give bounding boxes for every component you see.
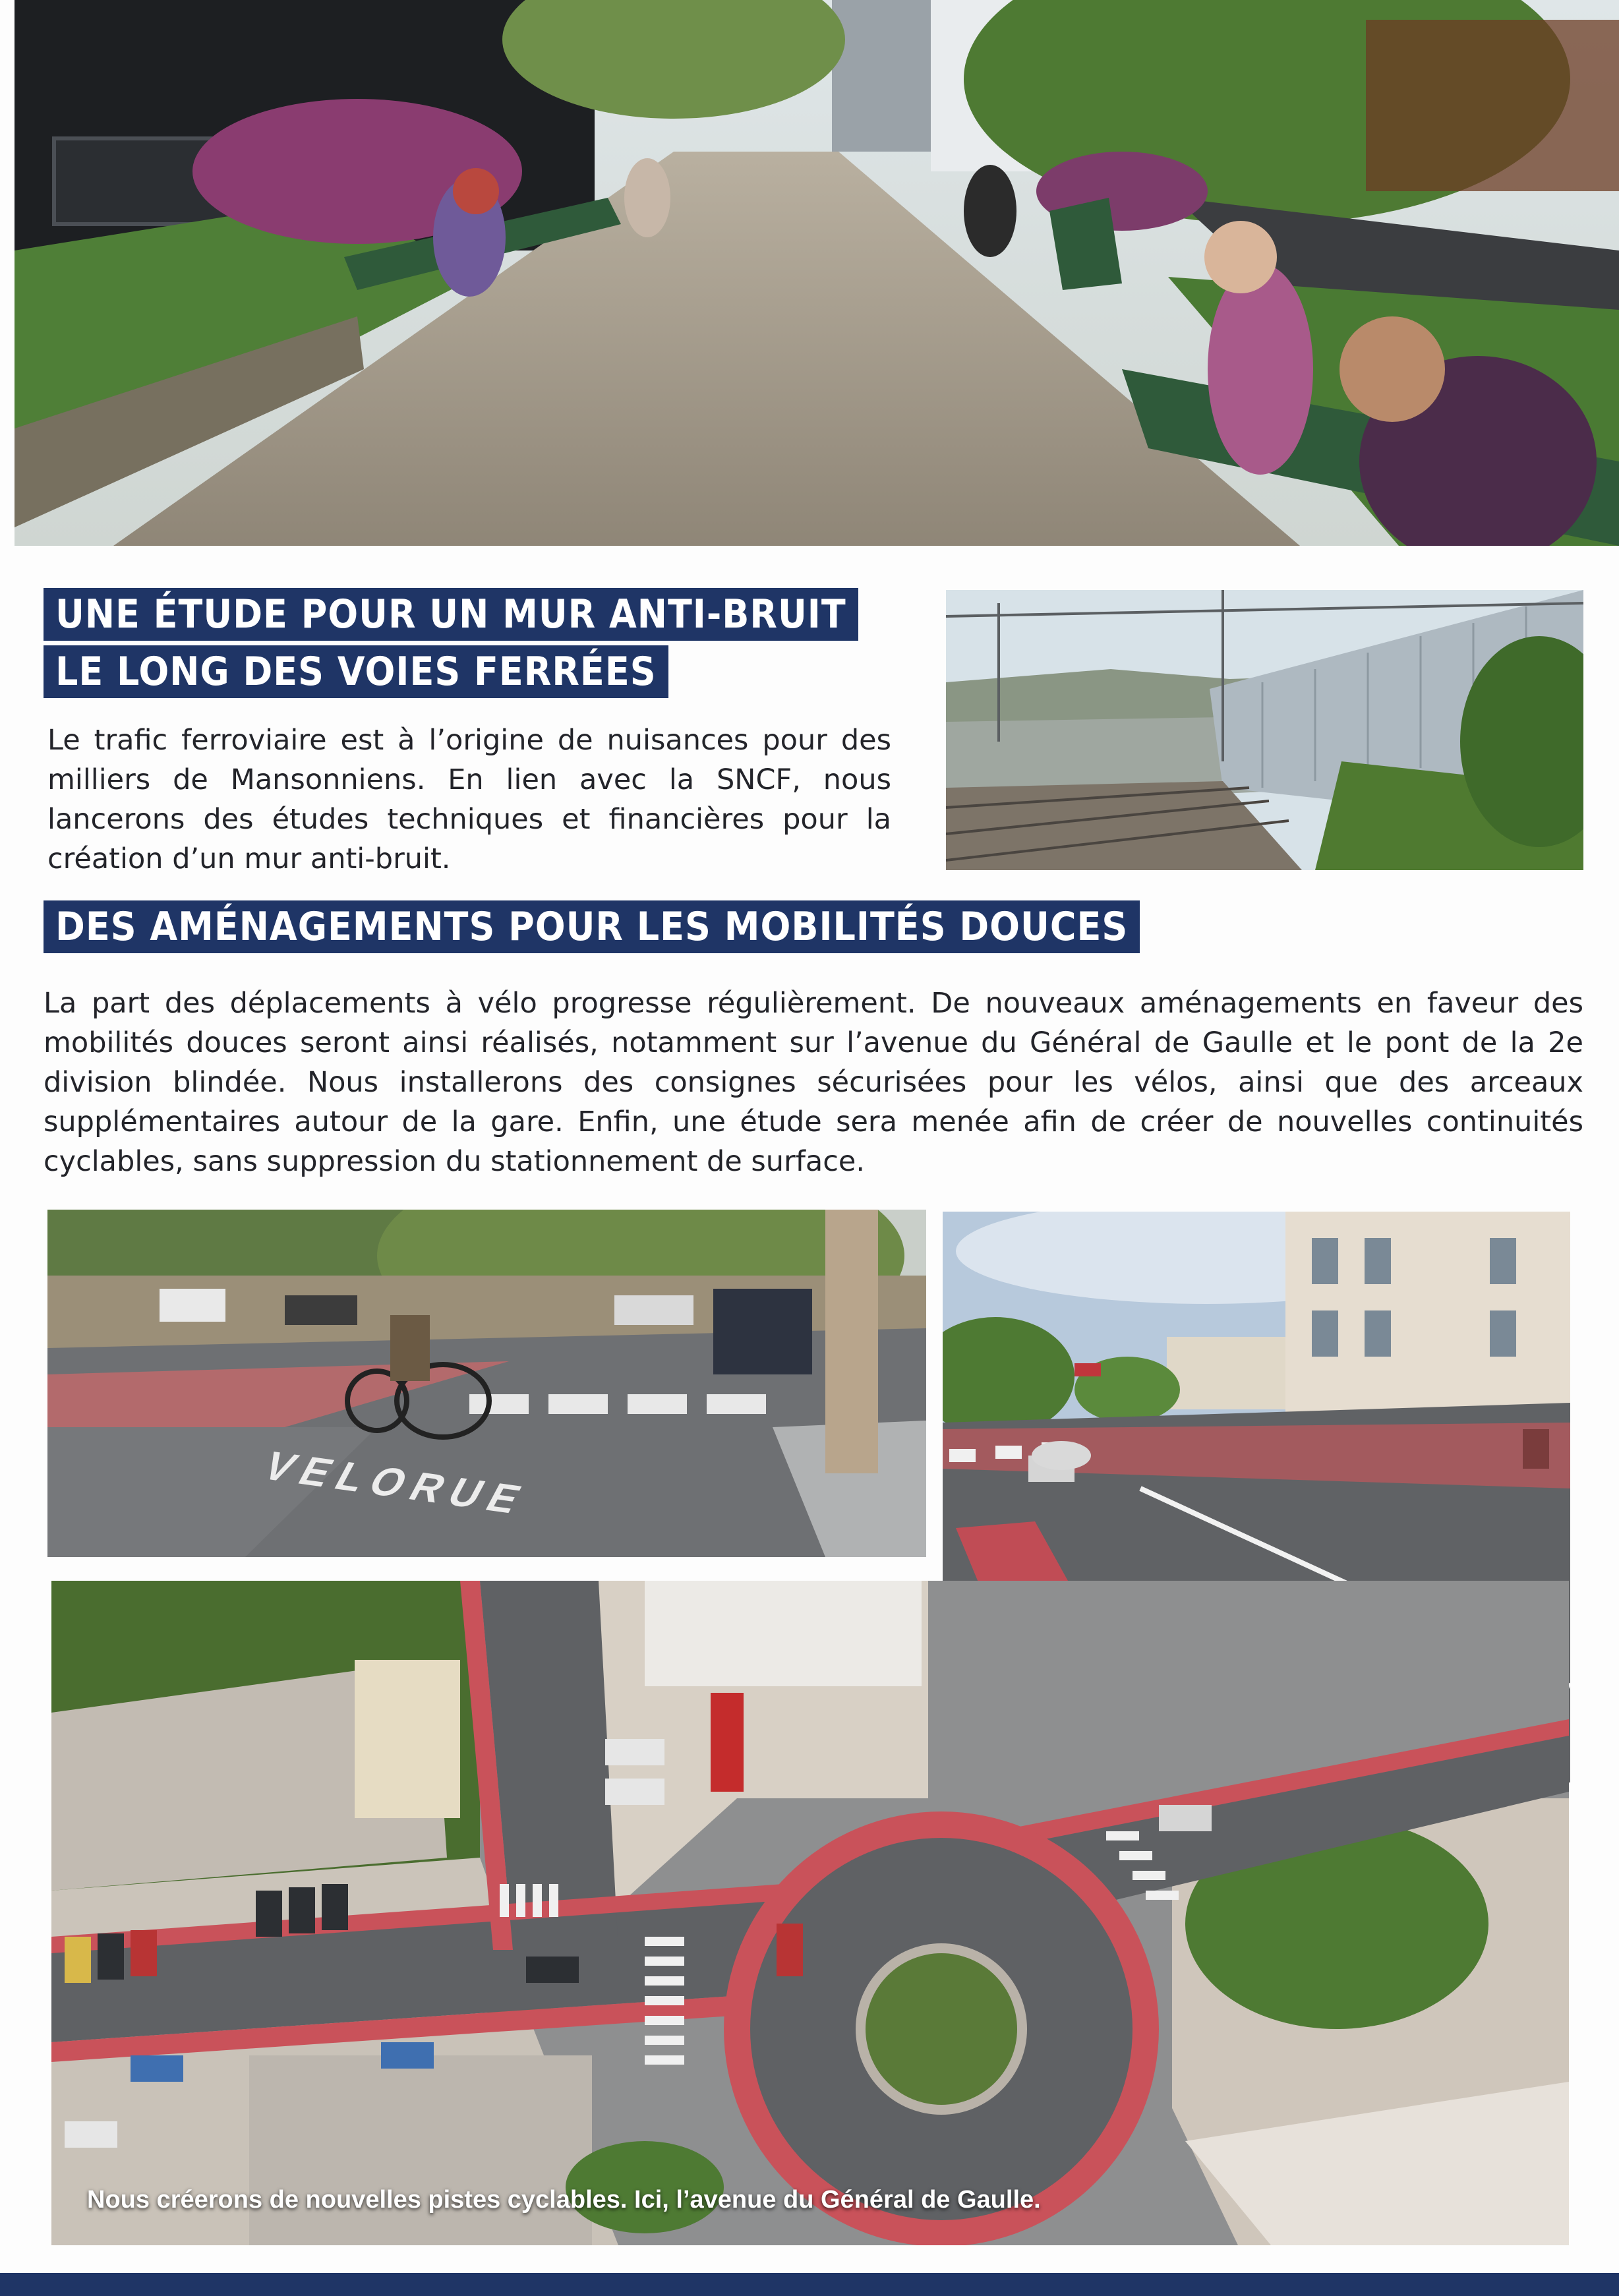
aerial-roundabout-rendering	[51, 1581, 1569, 2245]
velorue-road-marking: VELORUE	[254, 1444, 538, 1523]
section-title-noise-wall-line1-text: UNE ÉTUDE POUR UN MUR ANTI-BRUIT	[55, 591, 846, 637]
railway-noise-wall-photo	[946, 590, 1583, 870]
park-promenade-photo	[15, 0, 1619, 546]
page-bottom-band	[0, 2273, 1619, 2296]
section-title-noise-wall-line1	[44, 588, 858, 641]
section-title-soft-mobility-text: DES AMÉNAGEMENTS POUR LES MOBILITÉS DOUCES	[55, 904, 1129, 950]
velorue-street-photo	[47, 1210, 926, 1557]
section-title-noise-wall-line2-text: LE LONG DES VOIES FERRÉES	[55, 649, 657, 695]
soft-mobility-paragraph: La part des déplacements à vélo progresse régulièrement. De nouveaux aménagements en faveur des mobilités douces seront ainsi réalisés, notamment sur l’avenue du Général de Gaulle et le pont de la 2e division blindée. Nous installerons des consignes sécurisées pour les vélos, ainsi que des arceaux supplémentaires autour de la gare. Enfin, une étude sera menée afin de créer de nouvelles continuités cyclables, sans suppression du stationnement de surface.	[44, 987, 1583, 1178]
section-title-soft-mobility	[44, 900, 1140, 953]
aerial-caption: Nous créerons de nouvelles pistes cyclables. Ici, l’avenue du Général de Gaulle.	[87, 2186, 1041, 2214]
noise-wall-paragraph: Le trafic ferroviaire est à l’origine de nuisances pour des milliers de Mansonniens. En lien avec la SNCF, nous lancerons des études techniques et financières pour la création d’un mur anti-bruit.	[47, 724, 891, 875]
section-title-noise-wall-line2	[44, 645, 668, 698]
